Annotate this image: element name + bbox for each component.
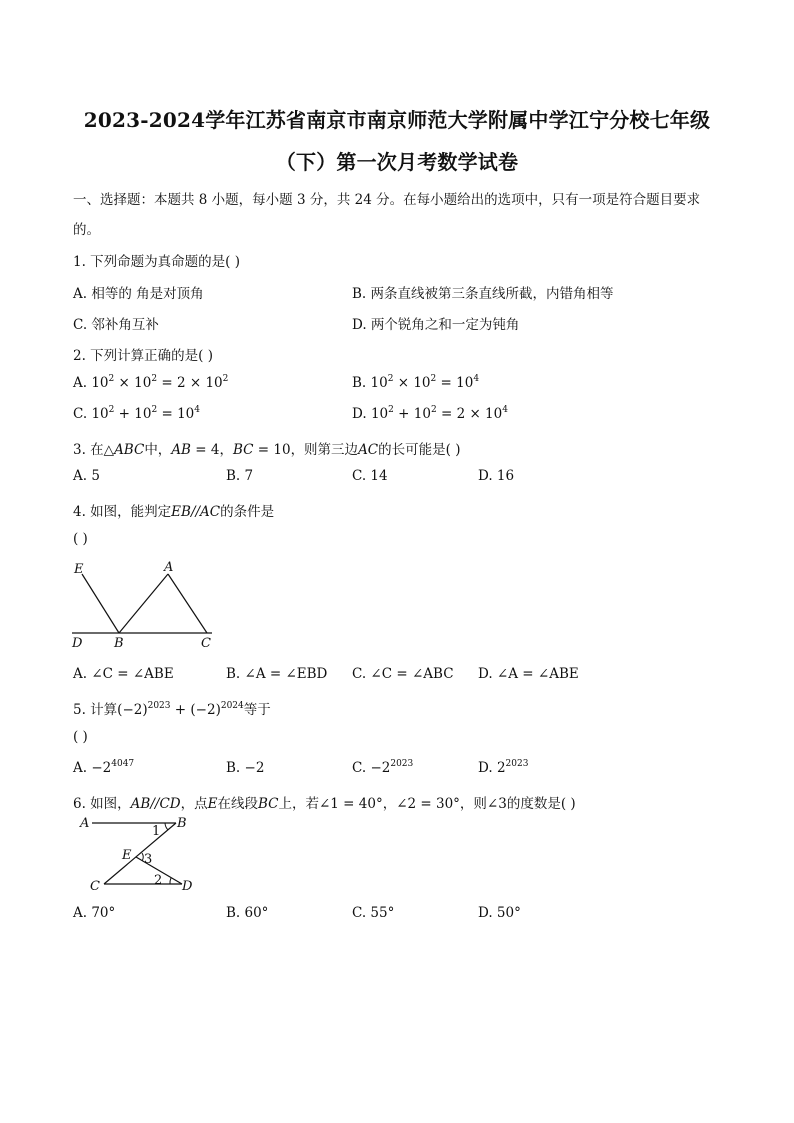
q4-stem: 4. 如图，能判定EB//AC的条件是: [73, 504, 275, 520]
q6-option-c: C. 55°: [352, 905, 395, 921]
q2-option-c: C. $10^2 + 10^2 = 10^4$: [73, 405, 200, 422]
q3-option-b: B. 7: [226, 468, 254, 484]
q4-option-c: C. ∠C = ∠ABC: [352, 666, 454, 682]
q5-stem: 5. 计算$(-2)^{2023} + (-2)^{2024}$等于: [73, 701, 271, 718]
q5-option-a: A. $-2^{4047}$: [73, 759, 135, 776]
q4-label-c: C: [201, 636, 211, 651]
exam-title-line-1: 2023-2024学年江苏省南京市南京师范大学附属中学江宁分校七年级: [83, 108, 711, 132]
q6-stem: 6. 如图，AB//CD，点E在线段BC上，若∠1 = 40°，∠2 = 30°，则∠3的度数是( ): [73, 796, 576, 812]
q1-option-c: C. 邻补角互补: [73, 317, 159, 333]
q5-option-b: B. −2: [226, 760, 265, 776]
q6-label-angle-2: 2: [154, 873, 163, 888]
q3-option-d: D. 16: [478, 468, 515, 484]
q4-label-b: B: [114, 636, 124, 651]
q5-option-c: C. $-2^{2023}$: [352, 759, 414, 776]
q6-figure: [78, 812, 203, 897]
q6-angle-2-arc: [170, 878, 171, 884]
q5-paren: ( ): [73, 729, 88, 745]
q4-label-d: D: [72, 636, 83, 651]
q3-option-c: C. 14: [352, 468, 388, 484]
q6-option-a: A. 70°: [73, 905, 116, 921]
q5-option-d: D. $2^{2023}$: [478, 759, 529, 776]
section-instructions-line-1: 一、选择题：本题共 8 小题，每小题 3 分，共 24 分。在每小题给出的选项中，只有一项是符合题目要求: [73, 192, 701, 208]
q6-option-b: B. 60°: [226, 905, 269, 921]
q6-option-d: D. 50°: [478, 905, 521, 921]
exam-title-line-2: （下）第一次月考数学试卷: [275, 150, 519, 174]
q6-line-bc: [104, 823, 176, 884]
q2-option-a: A. $10^2 \times 10^2 = 2 \times 10^2$: [73, 374, 229, 391]
q6-label-b: B: [177, 816, 187, 831]
q4-line-eb: [82, 574, 119, 633]
q1-option-d: D. 两个锐角之和一定为钝角: [352, 317, 520, 333]
q4-option-d: D. ∠A = ∠ABE: [478, 666, 579, 682]
q6-angle-1-arc: [165, 823, 168, 830]
q4-line-ba: [119, 574, 168, 633]
q4-option-a: A. ∠C = ∠ABE: [73, 666, 174, 682]
q4-line-ac: [168, 574, 207, 633]
section-instructions-line-2: 的。: [73, 222, 100, 238]
q1-stem: 1. 下列命题为真命题的是( ): [73, 254, 240, 270]
q1-option-a: A. 相等的 角是对顶角: [73, 286, 204, 302]
q4-paren: ( ): [73, 531, 88, 547]
q3-stem: 3. 在△ABC中，AB = 4，BC = 10，则第三边AC的长可能是( ): [73, 442, 461, 458]
q3-option-a: A. 5: [73, 468, 100, 484]
q6-label-angle-1: 1: [152, 824, 161, 839]
q2-option-b: B. $10^2 \times 10^2 = 10^4$: [352, 374, 480, 391]
q1-option-b: B. 两条直线被第三条直线所截，内错角相等: [352, 286, 614, 302]
q4-label-e: E: [74, 562, 84, 577]
q2-option-d: D. $10^2 + 10^2 = 2 \times 10^4$: [352, 405, 508, 422]
q4-option-b: B. ∠A = ∠EBD: [226, 666, 328, 682]
q4-label-a: A: [164, 560, 174, 575]
q6-label-a: A: [80, 816, 90, 831]
q6-label-c: C: [90, 879, 100, 894]
q6-label-e: E: [122, 848, 132, 863]
q6-label-angle-3: 3: [144, 852, 153, 867]
q6-label-d: D: [182, 879, 193, 894]
q4-figure: [70, 558, 230, 653]
q2-stem: 2. 下列计算正确的是( ): [73, 348, 213, 364]
